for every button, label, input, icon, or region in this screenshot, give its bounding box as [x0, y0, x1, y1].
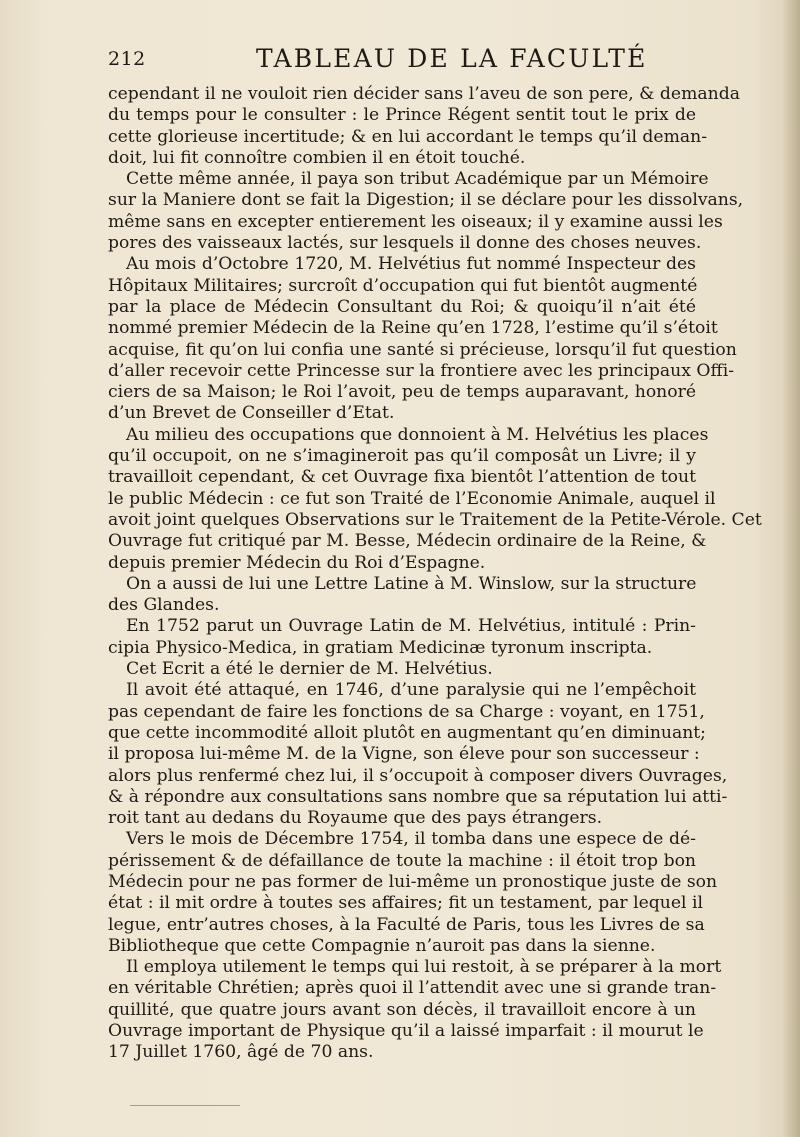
text-line: Hôpitaux Militaires; surcroît d’occupation qui fut bientôt augmenté — [108, 275, 698, 296]
text-line: Il avoit été attaqué, en 1746, d’une paralysie qui ne l’empêchoit — [126, 680, 696, 701]
text-line: ciers de sa Maison; le Roi l’avoit, peu de temps auparavant, honoré — [108, 382, 696, 403]
text-line: Ouvrage important de Physique qu’il a laissé imparfait : il mourut le — [108, 1021, 704, 1042]
text-line: roit tant au dedans du Royaume que des pays étrangers. — [108, 808, 603, 829]
text-line: périssement & de défaillance de toute la machine : il étoit trop bon — [108, 850, 696, 871]
text-line: Il employa utilement le temps qui lui restoit, à se préparer à la mort — [126, 957, 722, 978]
text-line: pas cependant de faire les fonctions de sa Charge : voyant, en 1751, — [108, 701, 705, 722]
text-line: On a aussi de lui une Lettre Latine à M. Winslow, sur la structure — [126, 573, 697, 594]
text-line: d’aller recevoir cette Princesse sur la frontiere avec les principaux Offi- — [108, 360, 735, 381]
text-line: acquise, fit qu’on lui confia une santé si précieuse, lorsqu’il fut question — [108, 339, 737, 360]
text-line: Cette même année, il paya son tribut Académique par un Mémoire — [126, 169, 709, 190]
text-line: même sans en excepter entierement les oiseaux; il y examine aussi les — [108, 211, 723, 232]
text-line: Vers le mois de Décembre 1754, il tomba dans une espece de dé- — [126, 829, 696, 850]
page-number: 212 — [108, 48, 146, 70]
text-line: par la place de Médecin Consultant du Roi; & quoiqu’il n’ait été — [108, 296, 696, 317]
text-line: d’un Brevet de Conseiller d’Etat. — [108, 403, 395, 424]
text-line: nommé premier Médecin de la Reine qu’en 1728, l’estime qu’il s’étoit — [108, 318, 718, 339]
running-title: TABLEAU DE LA FACULTÉ — [256, 44, 648, 73]
text-line: En 1752 parut un Ouvrage Latin de M. Helvétius, intitulé : Prin- — [126, 616, 696, 637]
text-line: doit, lui fit connoître combien il en étoit touché. — [108, 147, 526, 168]
text-line: legue, entr’autres choses, à la Faculté de Paris, tous les Livres de sa — [108, 914, 705, 935]
text-line: Médecin pour ne pas former de lui-même un pronostique juste de son — [108, 871, 718, 892]
text-line: quillité, que quatre jours avant son décès, il travailloit encore à un — [108, 999, 696, 1020]
text-line: Au milieu des occupations que donnoient à M. Helvétius les places — [126, 424, 709, 445]
text-line: avoit joint quelques Observations sur le Traitement de la Petite-Vérole. Cet — [108, 509, 762, 530]
text-line: cette glorieuse incertitude; & en lui accordant le temps qu’il deman- — [108, 126, 708, 147]
text-line: travailloit cependant, & cet Ouvrage fixa bientôt l’attention de tout — [108, 467, 696, 488]
text-line: alors plus renfermé chez lui, il s’occupoit à composer divers Ouvrages, — [108, 765, 728, 786]
text-line: Au mois d’Octobre 1720, M. Helvétius fut nommé Inspecteur des — [126, 254, 696, 275]
page-header — [108, 44, 708, 72]
text-line: Cet Ecrit a été le dernier de M. Helvétius. — [126, 659, 493, 680]
text-line: il proposa lui-même M. de la Vigne, son éleve pour son successeur : — [108, 744, 700, 765]
text-line: cependant il ne vouloit rien décider sans l’aveu de son pere, & demanda — [108, 84, 740, 104]
text-line: qu’il occupoit, on ne s’imagineroit pas qu’il composât un Livre; il y — [108, 446, 696, 467]
text-line: en véritable Chrétien; après quoi il l’attendit avec une si grande tran- — [108, 978, 717, 999]
text-line: depuis premier Médecin du Roi d’Espagne. — [108, 552, 486, 573]
text-line: cipia Physico-Medica, in gratiam Medicinæ tyronum inscripta. — [108, 637, 653, 658]
text-line: le public Médecin : ce fut son Traité de l’Economie Animale, auquel il — [108, 488, 716, 509]
body-text — [108, 84, 762, 1064]
text-line: que cette incommodité alloit plutôt en augmentant qu’en diminuant; — [108, 722, 706, 743]
gutter-shadow — [782, 0, 800, 1137]
text-line: & à répondre aux consultations sans nombre que sa réputation lui atti- — [108, 786, 728, 807]
text-line: état : il mit ordre à toutes ses affaires; fit un testament, par lequel il — [108, 893, 703, 914]
text-line: 17 Juillet 1760, âgé de 70 ans. — [108, 1042, 374, 1063]
text-line: Ouvrage fut critiqué par M. Besse, Médecin ordinaire de la Reine, & — [108, 531, 707, 552]
text-line: pores des vaisseaux lactés, sur lesquels il donne des choses neuves. — [108, 233, 702, 254]
text-line: Bibliotheque que cette Compagnie n’auroit pas dans la sienne. — [108, 935, 656, 956]
footer-rule — [130, 1105, 240, 1106]
text-line: du temps pour le consulter : le Prince Régent sentit tout le prix de — [108, 105, 696, 126]
text-line: des Glandes. — [108, 595, 220, 616]
text-line: sur la Maniere dont se fait la Digestion; il se déclare pour les dissolvans, — [108, 190, 744, 211]
